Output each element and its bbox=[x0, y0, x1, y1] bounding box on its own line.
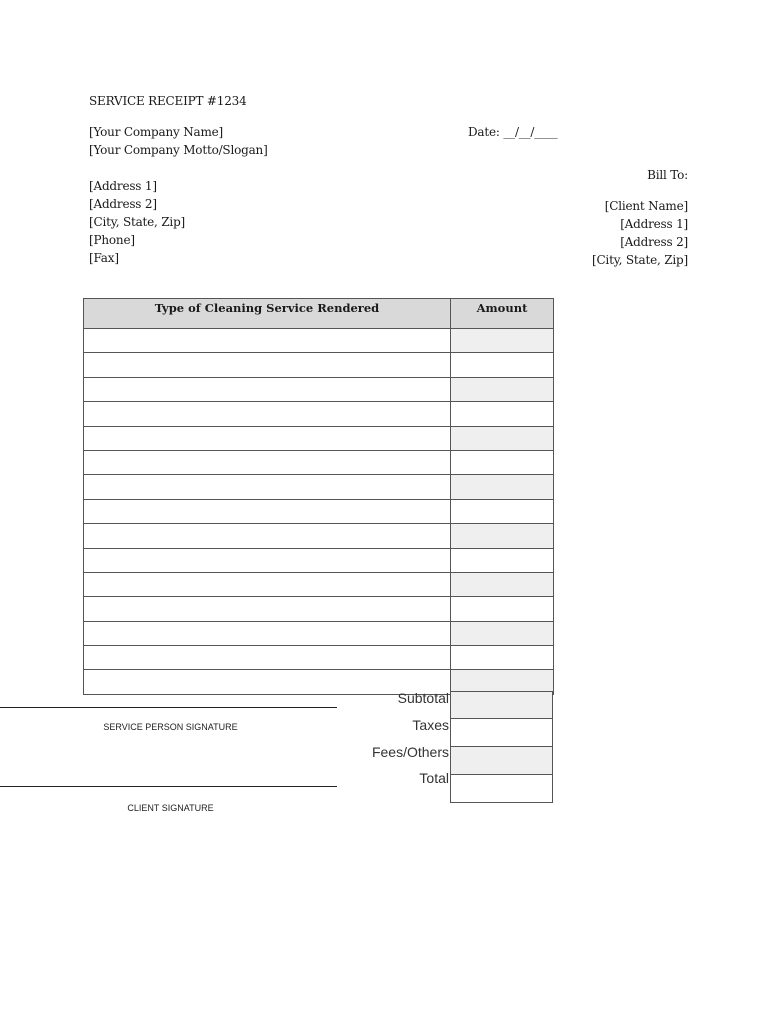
service-cell[interactable] bbox=[84, 329, 451, 353]
amount-cell[interactable] bbox=[451, 475, 554, 499]
client-signature-label: CLIENT SIGNATURE bbox=[127, 803, 214, 813]
subtotal-amount-cell[interactable] bbox=[450, 691, 553, 719]
service-cell[interactable] bbox=[84, 499, 451, 523]
service-cell[interactable] bbox=[84, 475, 451, 499]
service-column-header: Type of Cleaning Service Rendered bbox=[84, 299, 451, 329]
company-fax: [Fax] bbox=[89, 251, 119, 265]
table-row bbox=[84, 377, 554, 401]
company-address-1: [Address 1] bbox=[89, 179, 157, 193]
taxes-label: Taxes bbox=[412, 717, 449, 733]
service-cell[interactable] bbox=[84, 524, 451, 548]
amount-cell[interactable] bbox=[451, 597, 554, 621]
table-row bbox=[84, 450, 554, 474]
table-row bbox=[84, 524, 554, 548]
table-row bbox=[84, 475, 554, 499]
company-block bbox=[89, 123, 268, 159]
taxes-amount-cell[interactable] bbox=[450, 719, 553, 747]
total-amount-cell[interactable] bbox=[450, 775, 553, 803]
table-row bbox=[84, 548, 554, 572]
service-cell[interactable] bbox=[84, 426, 451, 450]
service-cell[interactable] bbox=[84, 353, 451, 377]
company-phone: [Phone] bbox=[89, 233, 135, 247]
table-row bbox=[84, 572, 554, 596]
services-table bbox=[83, 298, 554, 695]
table-row bbox=[84, 646, 554, 670]
amount-cell[interactable] bbox=[451, 353, 554, 377]
table-row bbox=[84, 353, 554, 377]
amount-cell[interactable] bbox=[451, 329, 554, 353]
table-row bbox=[84, 402, 554, 426]
company-address-block bbox=[89, 177, 185, 267]
service-cell[interactable] bbox=[84, 670, 451, 694]
amount-cell[interactable] bbox=[451, 524, 554, 548]
amount-cell[interactable] bbox=[451, 450, 554, 474]
amount-cell[interactable] bbox=[451, 621, 554, 645]
table-row bbox=[84, 597, 554, 621]
table-row bbox=[84, 499, 554, 523]
service-cell[interactable] bbox=[84, 450, 451, 474]
table-row bbox=[84, 329, 554, 353]
client-address-1: [Address 1] bbox=[620, 217, 688, 231]
service-cell[interactable] bbox=[84, 377, 451, 401]
amount-cell[interactable] bbox=[451, 572, 554, 596]
company-slogan: [Your Company Motto/Slogan] bbox=[89, 143, 268, 157]
service-cell[interactable] bbox=[84, 646, 451, 670]
client-name: [Client Name] bbox=[604, 199, 688, 213]
service-cell[interactable] bbox=[84, 402, 451, 426]
service-person-signature-line[interactable] bbox=[0, 707, 337, 708]
service-cell[interactable] bbox=[84, 597, 451, 621]
service-cell[interactable] bbox=[84, 621, 451, 645]
amount-cell[interactable] bbox=[451, 646, 554, 670]
service-person-signature-label: SERVICE PERSON SIGNATURE bbox=[103, 722, 238, 732]
table-row bbox=[84, 621, 554, 645]
client-signature-line[interactable] bbox=[0, 786, 337, 787]
company-city-state-zip: [City, State, Zip] bbox=[89, 215, 186, 229]
client-address-2: [Address 2] bbox=[620, 235, 688, 249]
amount-cell[interactable] bbox=[451, 548, 554, 572]
company-name: [Your Company Name] bbox=[89, 125, 224, 139]
client-city-state-zip: [City, State, Zip] bbox=[591, 253, 688, 267]
amount-cell[interactable] bbox=[451, 402, 554, 426]
table-row bbox=[84, 426, 554, 450]
bill-to-label: Bill To: bbox=[647, 168, 688, 182]
amount-cell[interactable] bbox=[451, 377, 554, 401]
company-address-2: [Address 2] bbox=[89, 197, 157, 211]
bill-to-block bbox=[592, 197, 688, 269]
table-body bbox=[84, 329, 554, 695]
total-label: Total bbox=[419, 770, 449, 786]
subtotal-label: Subtotal bbox=[397, 690, 449, 706]
date-field: Date: __/__/____ bbox=[468, 125, 558, 139]
fees-amount-cell[interactable] bbox=[450, 747, 553, 775]
fees-label: Fees/Others bbox=[371, 744, 449, 760]
receipt-title: SERVICE RECEIPT #1234 bbox=[89, 94, 247, 108]
table-header-row bbox=[84, 299, 554, 329]
service-cell[interactable] bbox=[84, 548, 451, 572]
amount-column-header: Amount bbox=[451, 299, 554, 329]
amount-cell[interactable] bbox=[451, 426, 554, 450]
service-cell[interactable] bbox=[84, 572, 451, 596]
totals-amount-column bbox=[450, 691, 553, 803]
amount-cell[interactable] bbox=[451, 499, 554, 523]
